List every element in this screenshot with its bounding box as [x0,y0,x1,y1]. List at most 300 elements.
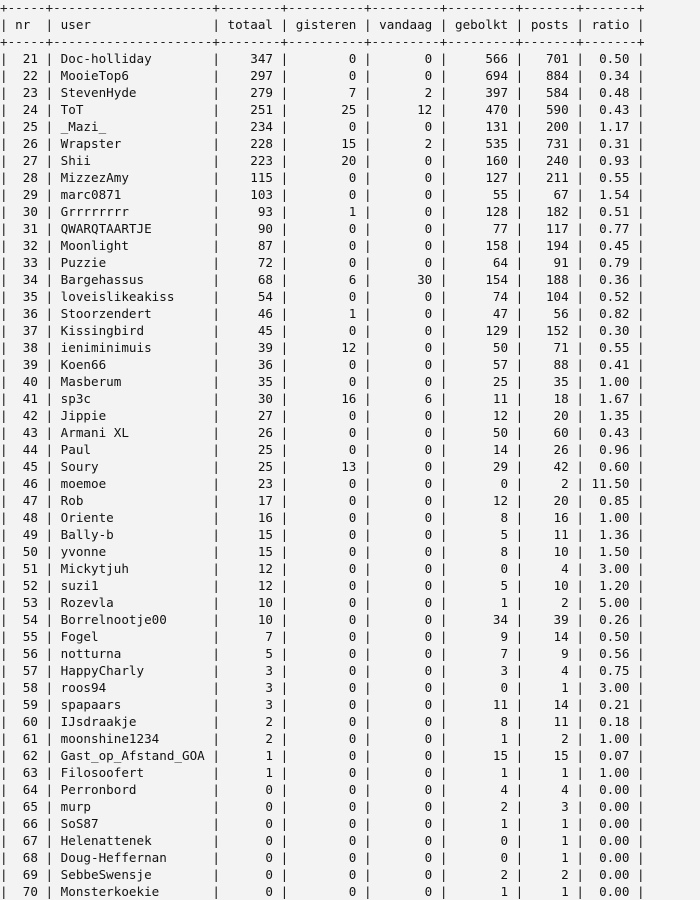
cell-nr: 63 [15,765,38,780]
cell-gisteren: 15 [295,136,357,151]
cell-user: Moonlight [60,238,205,253]
table-row: | 40 | Masberum | 35 | 0 | 0 | 25 | 35 | 1.00 | [0,374,645,389]
cell-totaal: 15 [227,544,273,559]
cell-gisteren: 0 [295,357,357,372]
cell-gebolkt: 74 [454,289,509,304]
cell-gisteren: 0 [295,833,357,848]
cell-gebolkt: 4 [454,782,509,797]
cell-totaal: 26 [227,425,273,440]
cell-user: suzi1 [60,578,205,593]
cell-vandaag: 0 [379,510,433,525]
table-row: | 51 | Mickytjuh | 12 | 0 | 0 | 0 | 4 | 3.00 | [0,561,645,576]
cell-gebolkt: 128 [454,204,509,219]
cell-nr: 23 [15,85,38,100]
cell-ratio: 1.00 [591,374,630,389]
table-row: | 26 | Wrapster | 228 | 15 | 2 | 535 | 731 | 0.31 | [0,136,645,151]
cell-totaal: 35 [227,374,273,389]
cell-posts: 200 [530,119,569,134]
cell-user: Gast_op_Afstand_GOA [60,748,205,763]
column-header-gisteren: gisteren [295,17,357,32]
cell-vandaag: 0 [379,374,433,389]
cell-gebolkt: 131 [454,119,509,134]
cell-gebolkt: 29 [454,459,509,474]
cell-user: SoS87 [60,816,205,831]
cell-totaal: 45 [227,323,273,338]
table-row: | 59 | spapaars | 3 | 0 | 0 | 11 | 14 | 0.21 | [0,697,645,712]
cell-vandaag: 0 [379,408,433,423]
cell-posts: 14 [530,629,569,644]
cell-posts: 194 [530,238,569,253]
cell-gebolkt: 1 [454,731,509,746]
cell-ratio: 0.55 [591,340,630,355]
cell-totaal: 0 [227,782,273,797]
cell-vandaag: 0 [379,289,433,304]
cell-gebolkt: 77 [454,221,509,236]
cell-nr: 41 [15,391,38,406]
cell-vandaag: 0 [379,170,433,185]
table-row: | 48 | Oriente | 16 | 0 | 0 | 8 | 16 | 1.00 | [0,510,645,525]
cell-gebolkt: 0 [454,561,509,576]
cell-ratio: 0.85 [591,493,630,508]
cell-gebolkt: 470 [454,102,509,117]
cell-user: Koen66 [60,357,205,372]
cell-nr: 35 [15,289,38,304]
cell-totaal: 16 [227,510,273,525]
cell-gebolkt: 535 [454,136,509,151]
cell-nr: 50 [15,544,38,559]
cell-ratio: 0.31 [591,136,630,151]
cell-posts: 39 [530,612,569,627]
cell-nr: 26 [15,136,38,151]
cell-posts: 240 [530,153,569,168]
cell-nr: 39 [15,357,38,372]
cell-gisteren: 6 [295,272,357,287]
cell-gebolkt: 0 [454,850,509,865]
column-header-gebolkt: gebolkt [454,17,509,32]
cell-vandaag: 0 [379,816,433,831]
cell-gisteren: 0 [295,238,357,253]
cell-totaal: 25 [227,459,273,474]
cell-user: Monsterkoekie [60,884,205,899]
cell-posts: 14 [530,697,569,712]
cell-gebolkt: 34 [454,612,509,627]
cell-vandaag: 0 [379,187,433,202]
cell-posts: 4 [530,663,569,678]
cell-gebolkt: 8 [454,544,509,559]
cell-vandaag: 6 [379,391,433,406]
cell-totaal: 0 [227,833,273,848]
cell-gisteren: 0 [295,425,357,440]
cell-user: marc0871 [60,187,205,202]
cell-posts: 11 [530,714,569,729]
cell-posts: 88 [530,357,569,372]
cell-totaal: 36 [227,357,273,372]
cell-vandaag: 0 [379,799,433,814]
cell-totaal: 3 [227,680,273,695]
table-row: | 31 | QWARQTAARTJE | 90 | 0 | 0 | 77 | 117 | 0.77 | [0,221,645,236]
table-row: | 24 | ToT | 251 | 25 | 12 | 470 | 590 | 0.43 | [0,102,645,117]
cell-totaal: 7 [227,629,273,644]
cell-vandaag: 0 [379,493,433,508]
cell-vandaag: 0 [379,748,433,763]
cell-vandaag: 0 [379,561,433,576]
cell-user: Masberum [60,374,205,389]
cell-nr: 56 [15,646,38,661]
table-row: | 41 | sp3c | 30 | 16 | 6 | 11 | 18 | 1.67 | [0,391,645,406]
cell-nr: 33 [15,255,38,270]
cell-vandaag: 0 [379,884,433,899]
cell-nr: 31 [15,221,38,236]
cell-ratio: 0.51 [591,204,630,219]
cell-gisteren: 1 [295,204,357,219]
cell-gisteren: 0 [295,476,357,491]
table-row: | 34 | Bargehassus | 68 | 6 | 30 | 154 | 188 | 0.36 | [0,272,645,287]
cell-ratio: 0.18 [591,714,630,729]
cell-gebolkt: 1 [454,884,509,899]
cell-gisteren: 0 [295,255,357,270]
cell-user: Rozevla [60,595,205,610]
cell-totaal: 279 [227,85,273,100]
cell-vandaag: 0 [379,221,433,236]
cell-gebolkt: 2 [454,799,509,814]
cell-vandaag: 0 [379,459,433,474]
cell-nr: 67 [15,833,38,848]
table-row: | 61 | moonshine1234 | 2 | 0 | 0 | 1 | 2 | 1.00 | [0,731,645,746]
cell-totaal: 228 [227,136,273,151]
cell-gebolkt: 7 [454,646,509,661]
cell-gebolkt: 12 [454,493,509,508]
cell-user: yvonne [60,544,205,559]
cell-totaal: 39 [227,340,273,355]
table-row: | 58 | roos94 | 3 | 0 | 0 | 0 | 1 | 3.00 | [0,680,645,695]
cell-ratio: 0.26 [591,612,630,627]
cell-gebolkt: 566 [454,51,509,66]
table-row: | 21 | Doc-holliday | 347 | 0 | 0 | 566 | 701 | 0.50 | [0,51,645,66]
cell-gisteren: 16 [295,391,357,406]
cell-posts: 60 [530,425,569,440]
cell-totaal: 93 [227,204,273,219]
cell-posts: 91 [530,255,569,270]
cell-posts: 188 [530,272,569,287]
cell-gisteren: 12 [295,340,357,355]
cell-user: Paul [60,442,205,457]
cell-vandaag: 0 [379,663,433,678]
cell-gebolkt: 158 [454,238,509,253]
cell-posts: 4 [530,782,569,797]
cell-ratio: 3.00 [591,561,630,576]
table-row: | 22 | MooieTop6 | 297 | 0 | 0 | 694 | 884 | 0.34 | [0,68,645,83]
cell-user: Doc-holliday [60,51,205,66]
cell-posts: 3 [530,799,569,814]
cell-gebolkt: 25 [454,374,509,389]
cell-totaal: 5 [227,646,273,661]
table-row: | 55 | Fogel | 7 | 0 | 0 | 9 | 14 | 0.50 | [0,629,645,644]
cell-vandaag: 0 [379,731,433,746]
cell-totaal: 27 [227,408,273,423]
cell-ratio: 1.00 [591,731,630,746]
cell-gisteren: 0 [295,527,357,542]
cell-ratio: 0.82 [591,306,630,321]
table-row: | 60 | IJsdraakje | 2 | 0 | 0 | 8 | 11 | 0.18 | [0,714,645,729]
cell-vandaag: 0 [379,153,433,168]
cell-vandaag: 0 [379,544,433,559]
cell-gisteren: 0 [295,544,357,559]
table-row: | 25 | _Mazi_ | 234 | 0 | 0 | 131 | 200 | 1.17 | [0,119,645,134]
cell-totaal: 54 [227,289,273,304]
cell-posts: 11 [530,527,569,542]
cell-vandaag: 2 [379,85,433,100]
cell-nr: 53 [15,595,38,610]
cell-vandaag: 30 [379,272,433,287]
table-border: +-----+---------------------+--------+----------+---------+---------+-------+-------+ [0,0,645,15]
cell-nr: 38 [15,340,38,355]
cell-gisteren: 0 [295,748,357,763]
cell-totaal: 0 [227,884,273,899]
cell-vandaag: 0 [379,476,433,491]
table-row: | 29 | marc0871 | 103 | 0 | 0 | 55 | 67 | 1.54 | [0,187,645,202]
cell-gisteren: 0 [295,51,357,66]
table-row: | 52 | suzi1 | 12 | 0 | 0 | 5 | 10 | 1.20 | [0,578,645,593]
cell-gisteren: 0 [295,493,357,508]
cell-nr: 28 [15,170,38,185]
cell-posts: 18 [530,391,569,406]
cell-gebolkt: 1 [454,816,509,831]
cell-posts: 152 [530,323,569,338]
cell-vandaag: 0 [379,442,433,457]
table-row: | 70 | Monsterkoekie | 0 | 0 | 0 | 1 | 1 | 0.00 | [0,884,645,899]
cell-user: ToT [60,102,205,117]
cell-ratio: 1.20 [591,578,630,593]
cell-user: Kissingbird [60,323,205,338]
cell-posts: 182 [530,204,569,219]
cell-ratio: 0.77 [591,221,630,236]
cell-gisteren: 0 [295,714,357,729]
cell-gisteren: 0 [295,510,357,525]
cell-vandaag: 0 [379,765,433,780]
cell-nr: 54 [15,612,38,627]
cell-posts: 26 [530,442,569,457]
cell-nr: 69 [15,867,38,882]
cell-user: HappyCharly [60,663,205,678]
cell-totaal: 3 [227,697,273,712]
cell-ratio: 0.93 [591,153,630,168]
cell-vandaag: 0 [379,646,433,661]
cell-posts: 104 [530,289,569,304]
cell-gisteren: 0 [295,612,357,627]
cell-ratio: 0.50 [591,629,630,644]
cell-gisteren: 0 [295,799,357,814]
cell-gebolkt: 8 [454,714,509,729]
cell-ratio: 0.30 [591,323,630,338]
cell-posts: 1 [530,680,569,695]
cell-ratio: 1.17 [591,119,630,134]
cell-ratio: 5.00 [591,595,630,610]
table-row: | 69 | SebbeSwensje | 0 | 0 | 0 | 2 | 2 | 0.00 | [0,867,645,882]
cell-vandaag: 0 [379,255,433,270]
cell-totaal: 115 [227,170,273,185]
cell-gisteren: 0 [295,408,357,423]
cell-nr: 66 [15,816,38,831]
cell-vandaag: 0 [379,204,433,219]
cell-gebolkt: 3 [454,663,509,678]
column-header-totaal: totaal [227,17,273,32]
table-row: | 33 | Puzzie | 72 | 0 | 0 | 64 | 91 | 0.79 | [0,255,645,270]
cell-totaal: 46 [227,306,273,321]
cell-gisteren: 0 [295,442,357,457]
cell-posts: 20 [530,493,569,508]
cell-totaal: 30 [227,391,273,406]
cell-user: moemoe [60,476,205,491]
cell-ratio: 0.79 [591,255,630,270]
cell-gebolkt: 9 [454,629,509,644]
cell-totaal: 2 [227,731,273,746]
cell-vandaag: 0 [379,340,433,355]
cell-gisteren: 0 [295,323,357,338]
cell-posts: 2 [530,731,569,746]
cell-ratio: 0.00 [591,850,630,865]
table-row: | 23 | StevenHyde | 279 | 7 | 2 | 397 | 584 | 0.48 | [0,85,645,100]
cell-posts: 1 [530,816,569,831]
column-header-posts: posts [530,17,569,32]
cell-gisteren: 0 [295,561,357,576]
cell-gisteren: 0 [295,663,357,678]
table-row: | 32 | Moonlight | 87 | 0 | 0 | 158 | 194 | 0.45 | [0,238,645,253]
cell-vandaag: 0 [379,680,433,695]
cell-nr: 37 [15,323,38,338]
cell-ratio: 0.45 [591,238,630,253]
cell-vandaag: 2 [379,136,433,151]
cell-nr: 44 [15,442,38,457]
cell-gebolkt: 64 [454,255,509,270]
cell-posts: 10 [530,544,569,559]
cell-vandaag: 0 [379,612,433,627]
table-row: | 38 | ieniminimuis | 39 | 12 | 0 | 50 | 71 | 0.55 | [0,340,645,355]
cell-vandaag: 0 [379,714,433,729]
cell-vandaag: 0 [379,629,433,644]
cell-totaal: 347 [227,51,273,66]
table-row: | 49 | Bally-b | 15 | 0 | 0 | 5 | 11 | 1.36 | [0,527,645,542]
cell-vandaag: 0 [379,357,433,372]
cell-gisteren: 0 [295,731,357,746]
cell-ratio: 0.55 [591,170,630,185]
cell-nr: 61 [15,731,38,746]
cell-nr: 25 [15,119,38,134]
cell-ratio: 0.00 [591,833,630,848]
cell-gebolkt: 694 [454,68,509,83]
table-row: | 27 | Shii | 223 | 20 | 0 | 160 | 240 | 0.93 | [0,153,645,168]
cell-gisteren: 0 [295,646,357,661]
cell-gisteren: 7 [295,85,357,100]
cell-posts: 71 [530,340,569,355]
cell-posts: 67 [530,187,569,202]
cell-gebolkt: 0 [454,680,509,695]
table-row: | 62 | Gast_op_Afstand_GOA | 1 | 0 | 0 | 15 | 15 | 0.07 | [0,748,645,763]
table-row: | 54 | Borrelnootje00 | 10 | 0 | 0 | 34 | 39 | 0.26 | [0,612,645,627]
cell-totaal: 17 [227,493,273,508]
cell-ratio: 0.00 [591,884,630,899]
cell-gebolkt: 0 [454,476,509,491]
table-row: | 45 | Soury | 25 | 13 | 0 | 29 | 42 | 0.60 | [0,459,645,474]
column-header-vandaag: vandaag [379,17,433,32]
cell-totaal: 251 [227,102,273,117]
cell-user: Bargehassus [60,272,205,287]
cell-user: Soury [60,459,205,474]
cell-ratio: 3.00 [591,680,630,695]
table-row: | 56 | notturna | 5 | 0 | 0 | 7 | 9 | 0.56 | [0,646,645,661]
cell-ratio: 11.50 [591,476,630,491]
cell-ratio: 1.54 [591,187,630,202]
cell-gisteren: 0 [295,187,357,202]
cell-vandaag: 0 [379,238,433,253]
cell-user: ieniminimuis [60,340,205,355]
cell-totaal: 3 [227,663,273,678]
cell-gisteren: 0 [295,629,357,644]
table-row: | 44 | Paul | 25 | 0 | 0 | 14 | 26 | 0.96 | [0,442,645,457]
cell-nr: 52 [15,578,38,593]
cell-vandaag: 0 [379,867,433,882]
cell-gebolkt: 1 [454,765,509,780]
cell-vandaag: 0 [379,578,433,593]
cell-posts: 1 [530,850,569,865]
cell-vandaag: 0 [379,697,433,712]
column-header-user: user [60,17,205,32]
cell-posts: 211 [530,170,569,185]
cell-gisteren: 0 [295,374,357,389]
cell-gebolkt: 5 [454,578,509,593]
cell-posts: 2 [530,867,569,882]
cell-nr: 46 [15,476,38,491]
cell-gisteren: 0 [295,170,357,185]
cell-posts: 2 [530,476,569,491]
cell-ratio: 1.67 [591,391,630,406]
cell-vandaag: 0 [379,782,433,797]
cell-gisteren: 0 [295,680,357,695]
cell-user: Perronbord [60,782,205,797]
cell-vandaag: 0 [379,595,433,610]
cell-nr: 42 [15,408,38,423]
cell-user: Shii [60,153,205,168]
cell-gebolkt: 57 [454,357,509,372]
table-row: | 53 | Rozevla | 10 | 0 | 0 | 1 | 2 | 5.00 | [0,595,645,610]
cell-totaal: 25 [227,442,273,457]
cell-nr: 43 [15,425,38,440]
cell-ratio: 0.00 [591,816,630,831]
cell-nr: 48 [15,510,38,525]
cell-posts: 16 [530,510,569,525]
cell-nr: 34 [15,272,38,287]
cell-vandaag: 0 [379,425,433,440]
cell-gebolkt: 47 [454,306,509,321]
cell-posts: 590 [530,102,569,117]
cell-nr: 65 [15,799,38,814]
cell-user: Bally-b [60,527,205,542]
cell-vandaag: 0 [379,527,433,542]
cell-totaal: 297 [227,68,273,83]
cell-user: Jippie [60,408,205,423]
cell-gebolkt: 11 [454,697,509,712]
cell-totaal: 0 [227,816,273,831]
table-row: | 28 | MizzezAmy | 115 | 0 | 0 | 127 | 211 | 0.55 | [0,170,645,185]
cell-posts: 731 [530,136,569,151]
cell-ratio: 0.50 [591,51,630,66]
cell-ratio: 0.96 [591,442,630,457]
cell-user: StevenHyde [60,85,205,100]
cell-gisteren: 0 [295,697,357,712]
cell-gisteren: 20 [295,153,357,168]
cell-nr: 24 [15,102,38,117]
cell-gisteren: 0 [295,867,357,882]
cell-ratio: 0.43 [591,102,630,117]
